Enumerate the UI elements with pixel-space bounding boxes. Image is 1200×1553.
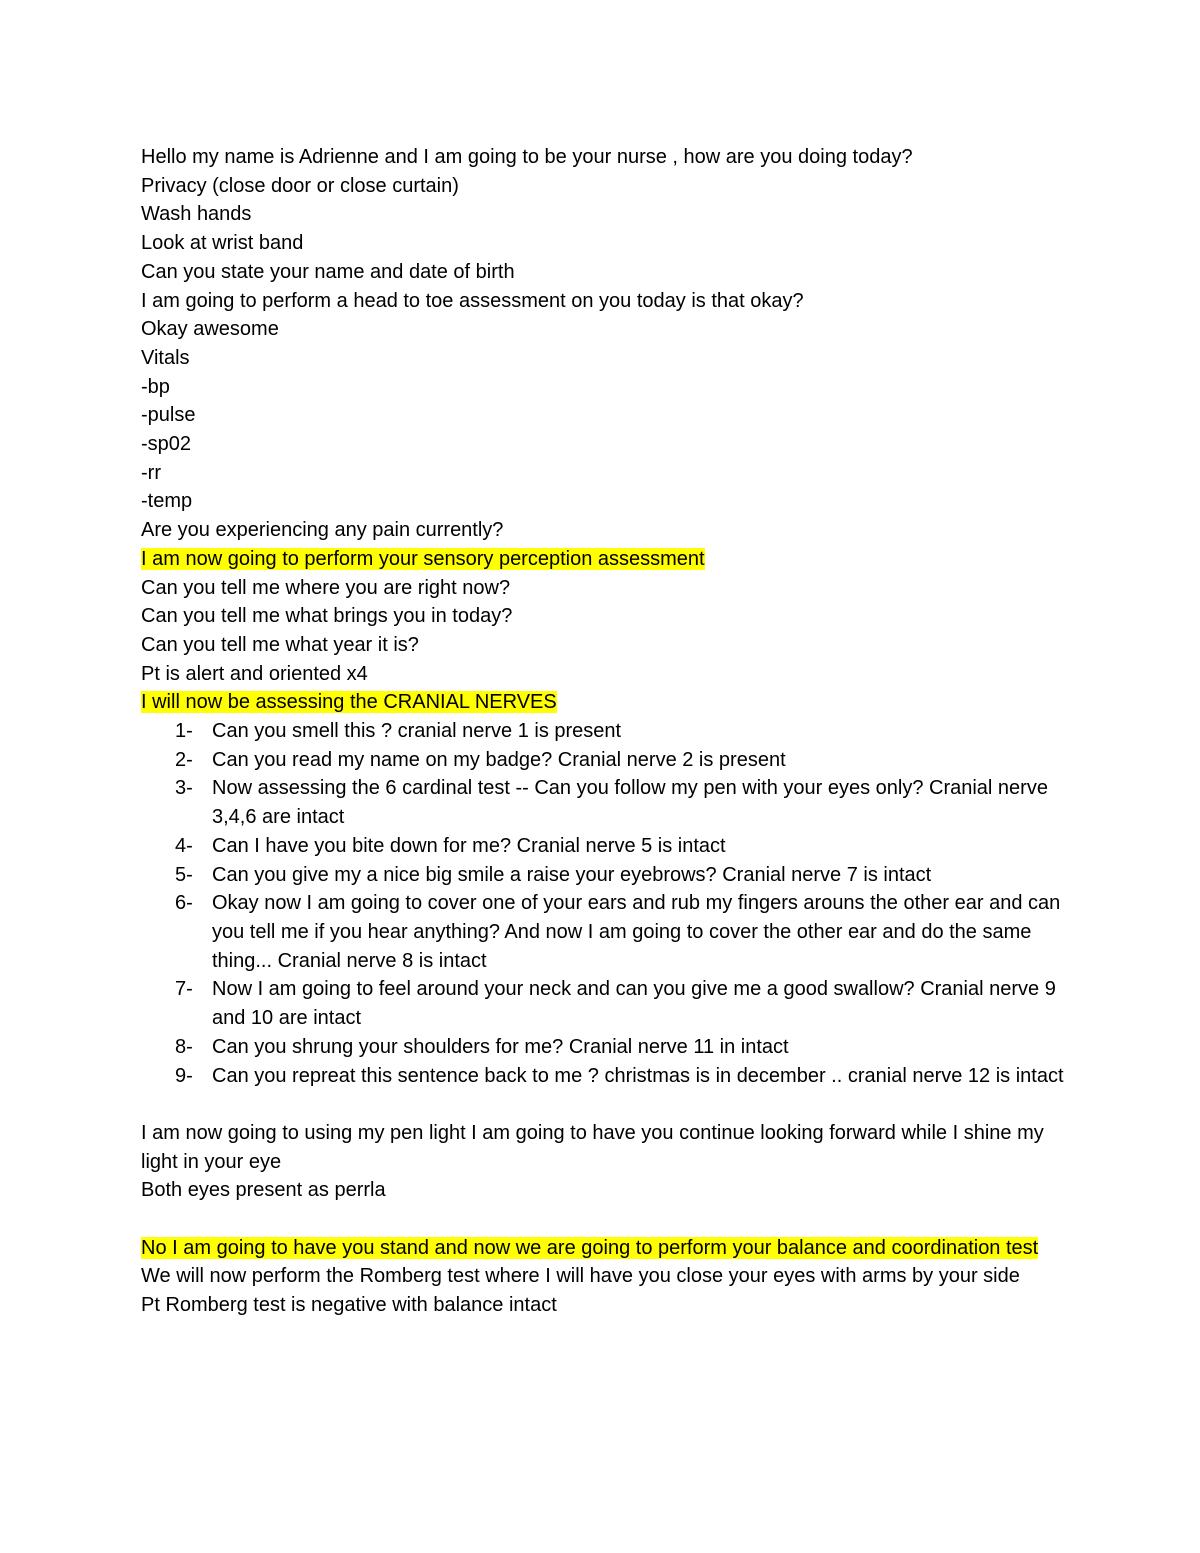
vital-rr: -rr — [141, 461, 161, 484]
romberg-result-line: Pt Romberg test is negative with balance intact — [141, 1294, 557, 1317]
list-item-number: 7- — [175, 978, 193, 1001]
romberg-paragraph: We will now perform the Romberg test where I will have you close your eyes with arms by your side — [141, 1265, 1020, 1288]
perrla-line: Both eyes present as perrla — [141, 1179, 386, 1202]
vital-temp: -temp — [141, 490, 193, 513]
vitals-heading: Vitals — [141, 346, 190, 369]
list-item-number: 4- — [175, 834, 193, 857]
list-item-text: Can you smell this ? cranial nerve 1 is present — [212, 720, 622, 743]
list-item-number: 2- — [175, 748, 193, 771]
list-item — [141, 1062, 1071, 1091]
sensory-line-reason: Can you tell me what brings you in today? — [141, 605, 513, 628]
blank-line — [141, 1090, 1071, 1119]
list-item-text: Can you give my a nice big smile a raise your eyebrows? Cranial nerve 7 is intact — [212, 863, 932, 886]
privacy-line: Privacy (close door or close curtain) — [141, 174, 459, 197]
list-item-text: Can you read my name on my badge? Cranial nerve 2 is present — [212, 748, 786, 771]
cranial-nerves-list — [141, 717, 1071, 1090]
list-item-text: Now I am going to feel around your neck and can you give me a good swallow? Cranial nerve 9 and 10 are intact — [212, 978, 1056, 1030]
wash-hands-line: Wash hands — [141, 203, 252, 226]
wrist-band-line: Look at wrist band — [141, 232, 304, 255]
list-item — [141, 1033, 1071, 1062]
sensory-line-year: Can you tell me what year it is? — [141, 633, 419, 656]
list-item — [141, 975, 1071, 1032]
list-item-text: Okay now I am going to cover one of your ears and rub my fingers arouns the other ear and can you tell me if you hear anything? And now I am going to cover the other ear and do the same thing... Cranial nerve 8 is intact — [212, 892, 1061, 972]
list-item — [141, 861, 1071, 890]
sensory-heading-highlight: I am now going to perform your sensory perception assessment — [141, 547, 705, 570]
okay-line: Okay awesome — [141, 318, 279, 341]
list-item — [141, 717, 1071, 746]
list-item — [141, 746, 1071, 775]
list-item-number: 1- — [175, 720, 193, 743]
list-item — [141, 832, 1071, 861]
list-item — [141, 889, 1071, 975]
document-body — [141, 143, 1071, 1320]
list-item-number: 5- — [175, 863, 193, 886]
penlight-paragraph: I am now going to using my pen light I am going to have you continue looking forward while I shine my light in your eye — [141, 1121, 1044, 1173]
vital-pulse: -pulse — [141, 404, 196, 427]
list-item-text: Can you repreat this sentence back to me ? christmas is in december .. cranial nerve 12 is intact — [212, 1064, 1064, 1087]
list-item-text: Can I have you bite down for me? Cranial nerve 5 is intact — [212, 834, 726, 857]
blank-line — [141, 1205, 1071, 1234]
list-item — [141, 774, 1071, 831]
list-item-number: 6- — [175, 892, 193, 915]
vital-spo2: -sp02 — [141, 433, 192, 456]
sensory-line-location: Can you tell me where you are right now? — [141, 576, 511, 599]
list-item-number: 9- — [175, 1064, 193, 1087]
pain-question-line: Are you experiencing any pain currently? — [141, 519, 504, 542]
sensory-line-oriented: Pt is alert and oriented x4 — [141, 662, 368, 685]
consent-line: I am going to perform a head to toe assessment on you today is that okay? — [141, 289, 804, 312]
cranial-heading-highlight: I will now be assessing the CRANIAL NERVES — [141, 691, 557, 714]
list-item-text: Can you shrung your shoulders for me? Cranial nerve 11 in intact — [212, 1035, 789, 1058]
sensory-heading — [141, 545, 1071, 574]
list-item-number: 8- — [175, 1035, 193, 1058]
balance-heading — [141, 1234, 1071, 1263]
list-item-number: 3- — [175, 777, 193, 800]
balance-heading-highlight: No I am going to have you stand and now we are going to perform your balance and coordination test — [141, 1236, 1039, 1259]
greeting-line: Hello my name is Adrienne and I am going to be your nurse , how are you doing today? — [141, 146, 913, 168]
identity-line: Can you state your name and date of birth — [141, 260, 515, 283]
vital-bp: -bp — [141, 375, 170, 398]
cranial-heading — [141, 688, 1071, 717]
list-item-text: Now assessing the 6 cardinal test -- Can you follow my pen with your eyes only? Cranial nerve 3,4,6 are intact — [212, 777, 1048, 829]
